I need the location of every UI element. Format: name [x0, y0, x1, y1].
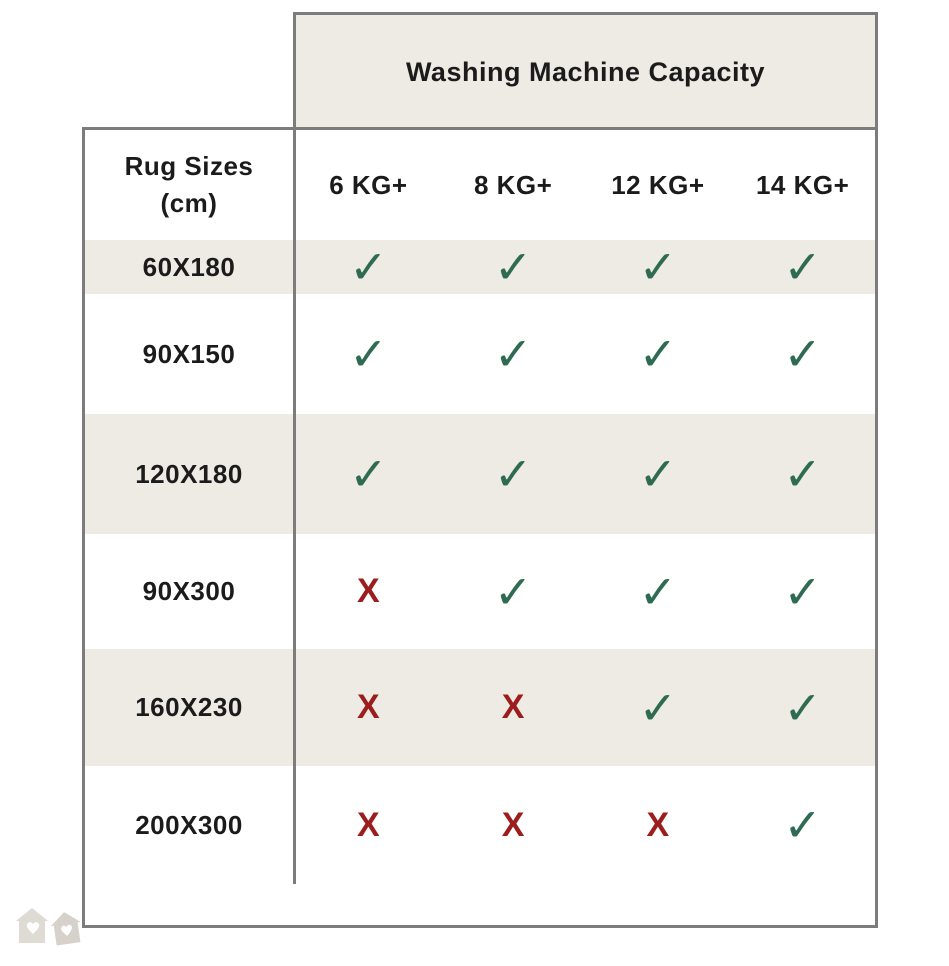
house-heart-icon [16, 906, 86, 966]
rug-size-label: 160X230 [85, 649, 296, 766]
rug-size-label: 90X150 [85, 294, 296, 414]
check-mark: ✓ [349, 327, 388, 381]
column-header-14kg: 14 KG+ [755, 169, 850, 200]
check-mark: ✓ [638, 447, 678, 501]
capacity-marks [296, 766, 875, 884]
check-mark: ✓ [638, 327, 678, 381]
check-mark: ✓ [638, 240, 678, 294]
check-mark: ✓ [638, 564, 678, 619]
check-mark: ✓ [783, 564, 822, 619]
rug-size-label: 60X180 [85, 240, 296, 294]
table-row [85, 414, 875, 534]
capacity-marks [296, 240, 875, 294]
rug-sizes-line1: Rug Sizes [124, 151, 254, 181]
check-mark: ✓ [783, 240, 822, 294]
capacity-marks [296, 414, 875, 534]
check-mark: ✓ [783, 447, 822, 501]
cross-mark: X [357, 688, 380, 726]
capacity-marks [296, 294, 875, 414]
house-heart-icon [49, 910, 83, 946]
rug-size-label: 200X300 [85, 766, 296, 884]
rug-capacity-table [82, 127, 878, 928]
watermark [16, 906, 86, 966]
cross-mark: X [646, 805, 670, 844]
check-mark: ✓ [783, 680, 822, 735]
column-header-8kg: 8 KG+ [473, 169, 553, 200]
check-mark: ✓ [493, 240, 533, 294]
rug-sizes-line2: (cm) [160, 188, 218, 218]
table-row [85, 534, 875, 649]
cross-mark: X [357, 805, 380, 844]
cross-mark: X [501, 805, 525, 844]
table-row [85, 766, 875, 884]
capacity-column-headers [296, 130, 875, 240]
check-mark: ✓ [783, 798, 822, 852]
capacity-marks [296, 649, 875, 766]
column-header-12kg: 12 KG+ [611, 169, 705, 200]
capacity-header-title: Washing Machine Capacity [405, 57, 766, 87]
rug-sizes-corner-label [85, 130, 296, 240]
table-row [85, 240, 875, 294]
check-mark: ✓ [493, 327, 533, 381]
check-mark: ✓ [493, 564, 533, 619]
check-mark: ✓ [638, 680, 678, 735]
cross-mark: X [501, 688, 525, 726]
rug-size-label: 90X300 [85, 534, 296, 649]
check-mark: ✓ [783, 327, 822, 381]
table-row [85, 294, 875, 414]
check-mark: ✓ [493, 447, 533, 501]
capacity-header [293, 12, 878, 130]
table-header-row [85, 130, 875, 240]
table-row [85, 649, 875, 766]
check-mark: ✓ [349, 240, 388, 294]
cross-mark: X [357, 572, 380, 610]
column-header-6kg: 6 KG+ [329, 169, 408, 200]
capacity-marks [296, 534, 875, 649]
check-mark: ✓ [349, 447, 388, 501]
rug-size-label: 120X180 [85, 414, 296, 534]
